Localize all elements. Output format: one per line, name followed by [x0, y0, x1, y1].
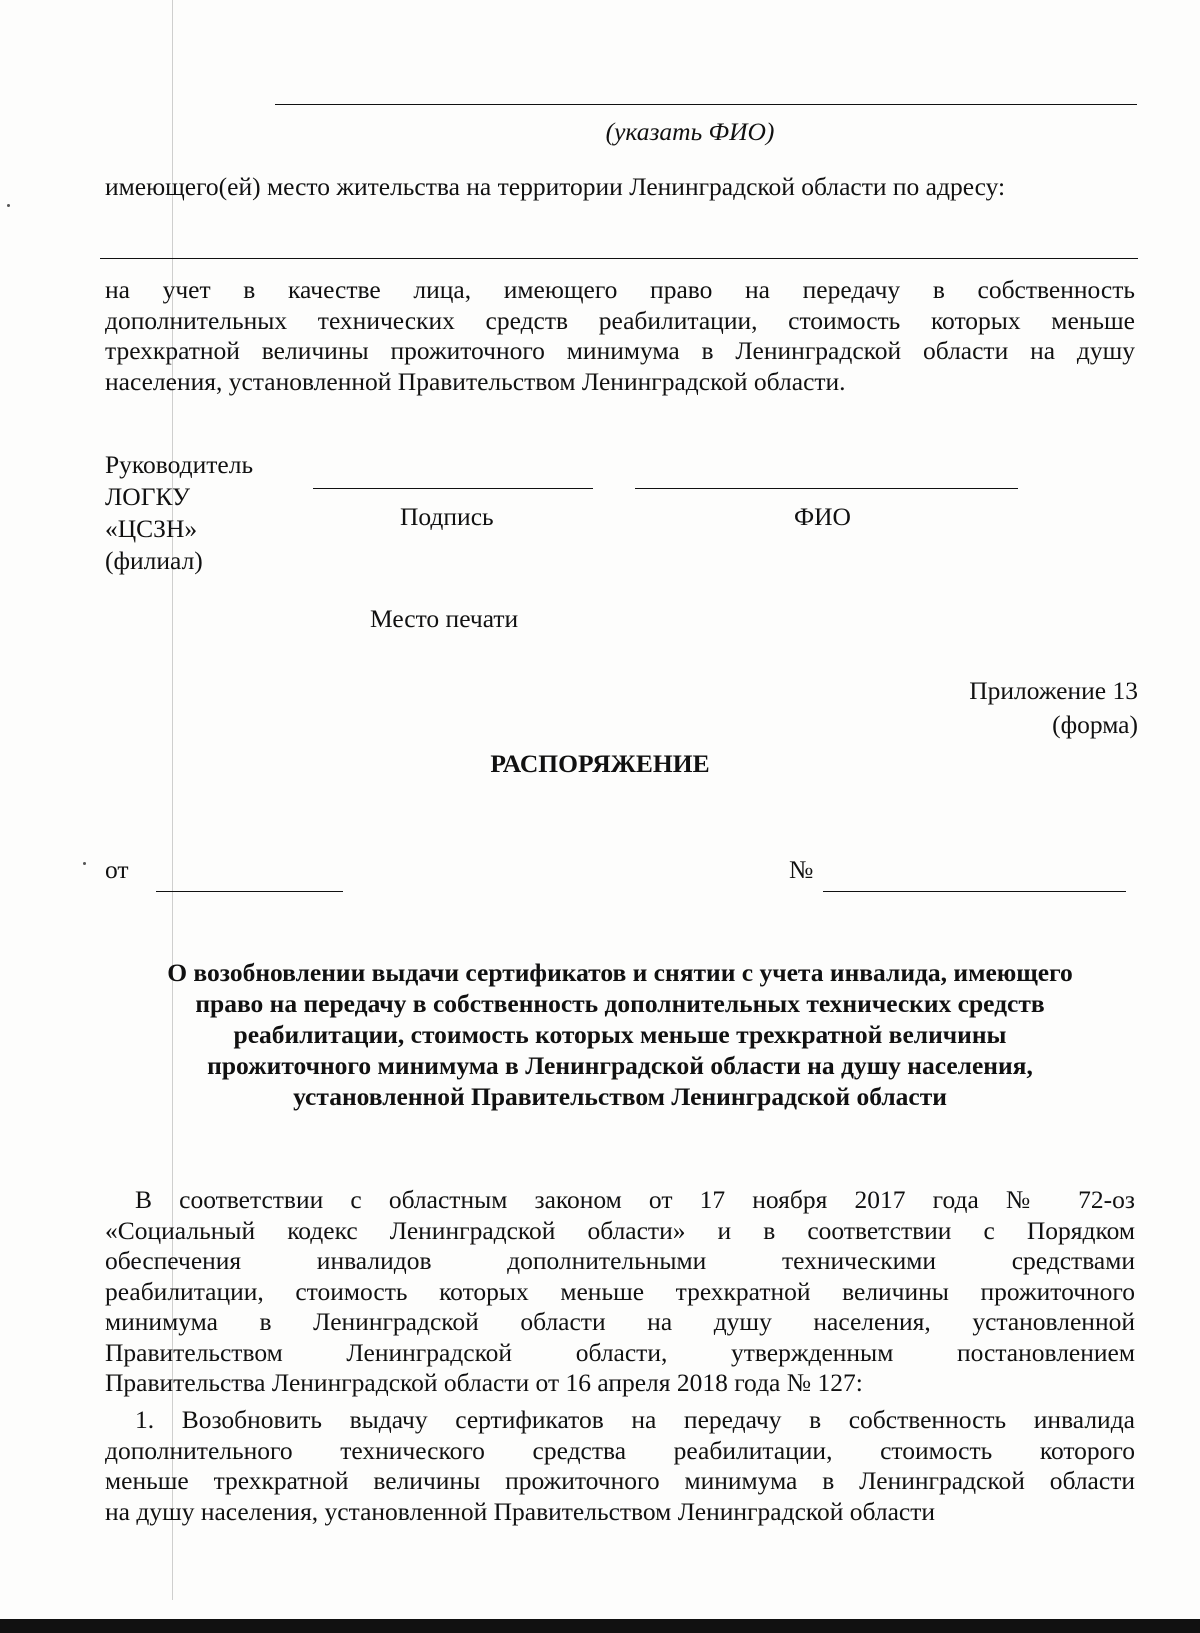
- body-item-1: [105, 1405, 1135, 1527]
- signatory-role: [105, 449, 305, 577]
- name-label: ФИО: [794, 502, 851, 531]
- scan-dot: [7, 204, 10, 207]
- appendix-form-note: (форма): [1052, 710, 1138, 739]
- fio-underline: [275, 104, 1137, 105]
- registration-paragraph: [105, 275, 1135, 397]
- item-line: на душу населения, установленной Правительством Ленинградской области: [105, 1496, 935, 1526]
- paragraph-line: дополнительных технических средств реабилитации, стоимость которых меньше: [105, 305, 1135, 335]
- subject-line: О возобновлении выдачи сертификатов и снятии с учета инвалида, имеющего: [167, 958, 1073, 987]
- item-line: 1. Возобновить выдачу сертификатов на передачу в собственность инвалида: [135, 1405, 1135, 1434]
- preamble-line: Правительством Ленинградской области, утвержденным постановлением: [105, 1337, 1135, 1367]
- appendix-title: Приложение 13: [969, 676, 1138, 705]
- subject-line: прожиточного минимума в Ленинградской области на душу населения,: [207, 1051, 1033, 1080]
- name-underline: [635, 488, 1018, 489]
- preamble-line: реабилитации, стоимость которых меньше трехкратной величины прожиточного: [105, 1276, 1135, 1306]
- stamp-label: Место печати: [370, 604, 519, 633]
- number-underline: [823, 891, 1126, 892]
- address-underline: [100, 258, 1138, 259]
- preamble-line: обеспечения инвалидов дополнительными техническими средствами: [105, 1246, 1135, 1275]
- subject-line: право на передачу в собственность дополнительных технических средств: [195, 989, 1045, 1018]
- role-line: «ЦСЗН»: [105, 514, 198, 543]
- date-underline: [156, 891, 343, 892]
- preamble-line: Правительства Ленинградской области от 16 апреля 2018 года № 127:: [105, 1368, 863, 1397]
- role-line: (филиал): [105, 546, 203, 575]
- role-line: ЛОГКУ: [105, 482, 191, 511]
- order-subject: [100, 957, 1140, 1112]
- fio-hint: (указать ФИО): [605, 117, 775, 146]
- paragraph-line: трехкратной величины прожиточного минимума в Ленинградской области на душу: [105, 336, 1135, 365]
- subject-line: установленной Правительством Ленинградской области: [293, 1082, 947, 1111]
- paragraph-line: населения, установленной Правительством Ленинградской области.: [105, 366, 846, 396]
- preamble-line: минимума в Ленинградской области на душу населения, установленной: [105, 1307, 1135, 1336]
- item-line: дополнительного технического средства реабилитации, стоимость которого: [105, 1435, 1135, 1465]
- body-preamble: [105, 1185, 1135, 1399]
- date-prefix: от: [105, 855, 129, 884]
- preamble-line: «Социальный кодекс Ленинградской области» и в соответствии с Порядком: [105, 1215, 1135, 1245]
- scan-bottom-edge: [0, 1619, 1200, 1633]
- signature-label: Подпись: [400, 502, 494, 531]
- number-prefix: №: [789, 855, 814, 884]
- subject-line: реабилитации, стоимость которых меньше трехкратной величины: [233, 1020, 1007, 1049]
- signature-underline: [313, 488, 593, 489]
- preamble-line: В соответствии с областным законом от 17 ноября 2017 года № 72-оз: [135, 1185, 1135, 1214]
- scan-dot: [83, 862, 86, 865]
- item-line: меньше трехкратной величины прожиточного минимума в Ленинградской области: [105, 1466, 1135, 1495]
- role-line: Руководитель: [105, 450, 254, 479]
- residence-line: имеющего(ей) место жительства на территории Ленинградской области по адресу:: [105, 172, 1006, 201]
- order-heading: РАСПОРЯЖЕНИЕ: [490, 749, 710, 778]
- paragraph-line: на учет в качестве лица, имеющего право на передачу в собственность: [105, 275, 1135, 304]
